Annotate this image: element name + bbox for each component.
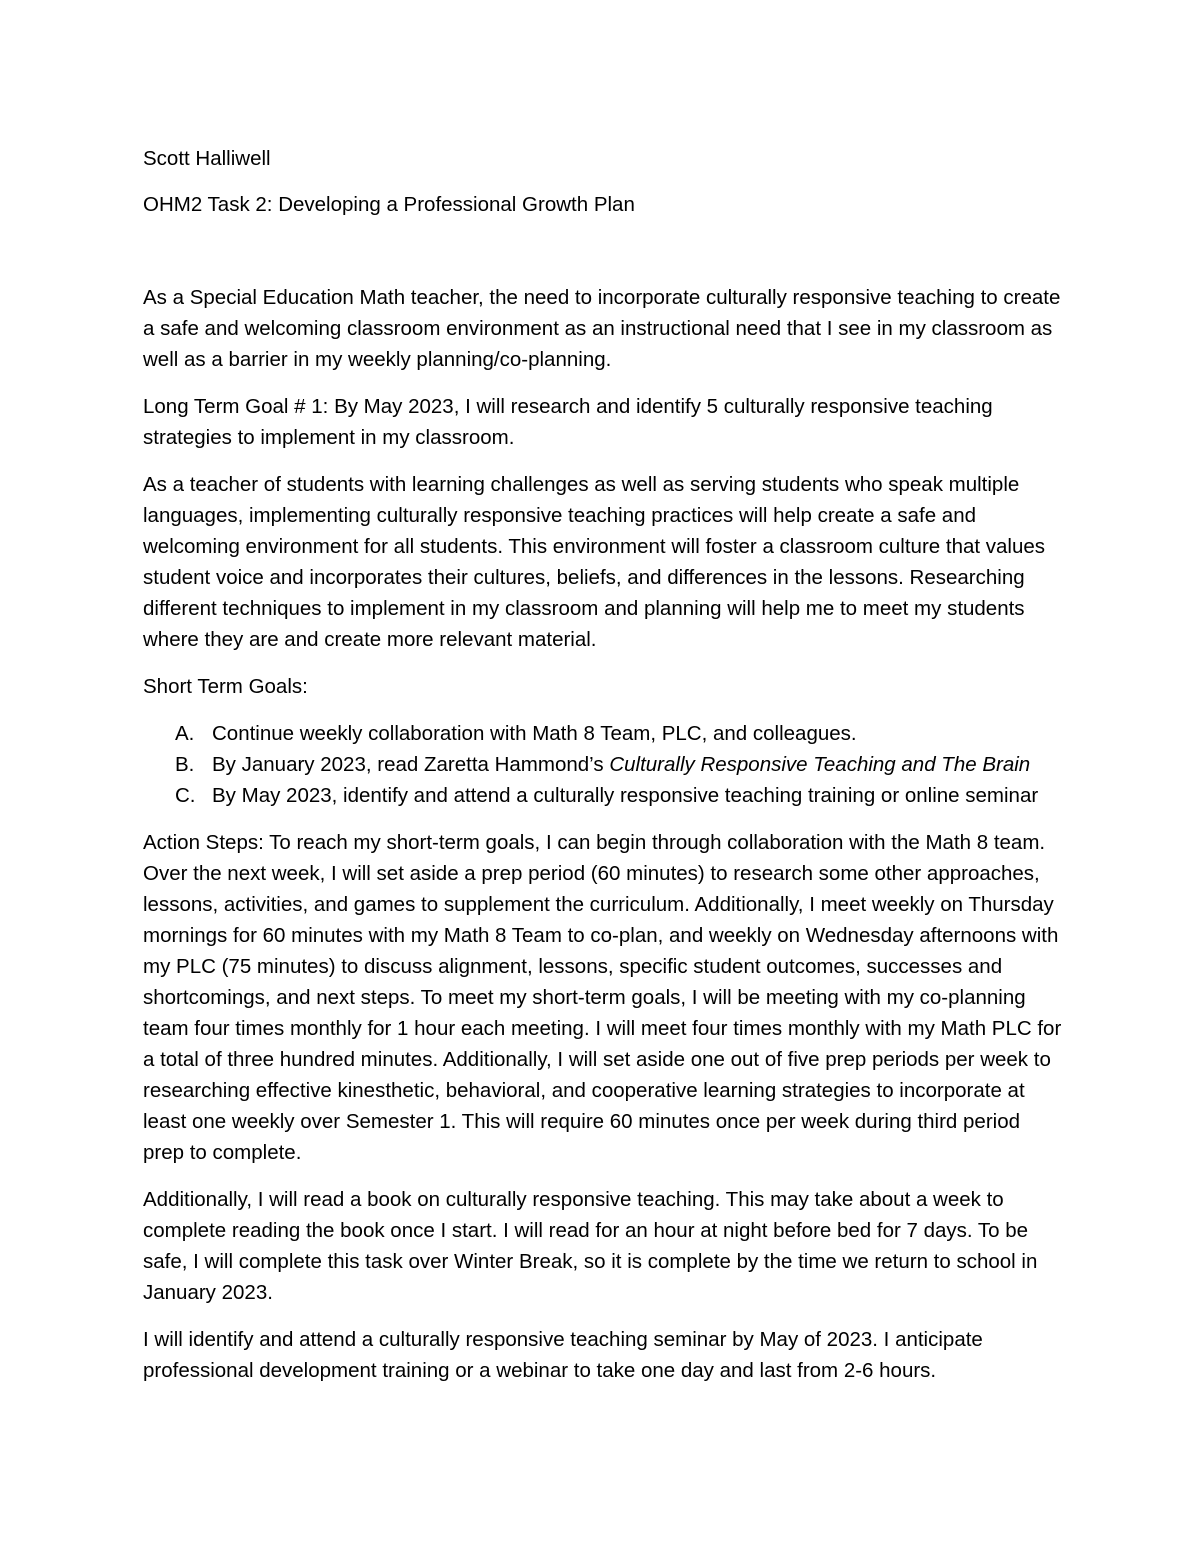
short-term-goals-list: [143, 718, 1063, 811]
document-title: OHM2 Task 2: Developing a Professional Growth Plan: [143, 193, 635, 216]
long-term-goal: Long Term Goal # 1: By May 2023, I will research and identify 5 culturally responsive teaching strategies to implement in my classroom.: [143, 395, 993, 449]
list-item: [143, 780, 1063, 811]
list-marker: C.: [175, 784, 196, 807]
seminar-plan-paragraph: I will identify and attend a culturally responsive teaching seminar by May of 2023. I anticipate professional development training or a webinar to take one day and last from 2-6 hours.: [143, 1328, 983, 1382]
reading-plan-paragraph: Additionally, I will read a book on culturally responsive teaching. This may take about a week to complete reading the book once I start. I will read for an hour at night before bed for 7 days. To be safe, I will complete this task over Winter Break, so it is complete by the time we return to school in January 2023.: [143, 1188, 1038, 1304]
document-body: [143, 143, 1063, 1402]
list-marker: B.: [175, 753, 195, 776]
list-item: [143, 749, 1063, 780]
rationale-paragraph: As a teacher of students with learning challenges as well as serving students who speak multiple languages, implementing culturally responsive teaching practices will help create a safe and welcoming environment for all students. This environment will foster a classroom culture that values student voice and incorporates their cultures, beliefs, and differences in the lessons. Researching different techniques to implement in my classroom and planning will help me to meet my students where they are and create more relevant material.: [143, 473, 1046, 651]
list-item: [143, 718, 1063, 749]
author-name: Scott Halliwell: [143, 147, 271, 170]
goal-text: Continue weekly collaboration with Math 8 Team, PLC, and colleagues.: [212, 722, 857, 745]
goal-text: By January 2023, read Zaretta Hammond’s: [212, 753, 610, 776]
goal-text: By May 2023, identify and attend a culturally responsive teaching training or online seminar: [212, 784, 1039, 807]
book-title: Culturally Responsive Teaching and The Brain: [609, 753, 1031, 776]
action-steps-paragraph: Action Steps: To reach my short-term goals, I can begin through collaboration with the Math 8 team. Over the next week, I will set aside a prep period (60 minutes) to research some other approaches, lessons, activities, and games to supplement the curriculum. Additionally, I meet weekly on Thursday mornings for 60 minutes with my Math 8 Team to co-plan, and weekly on Wednesday afternoons with my PLC (75 minutes) to discuss alignment, lessons, specific student outcomes, successes and shortcomings, and next steps. To meet my short-term goals, I will be meeting with my co-planning team four times monthly for 1 hour each meeting. I will meet four times monthly with my Math PLC for a total of three hundred minutes. Additionally, I will set aside one out of five prep periods per week to researching effective kinesthetic, behavioral, and cooperative learning strategies to incorporate at least one weekly over Semester 1. This will require 60 minutes once per week during third period prep to complete.: [143, 831, 1062, 1164]
short-term-heading: Short Term Goals:: [143, 675, 308, 698]
list-marker: A.: [175, 722, 195, 745]
intro-paragraph: As a Special Education Math teacher, the need to incorporate culturally responsive teaching to create a safe and welcoming classroom environment as an instructional need that I see in my classroom as well as a barrier in my weekly planning/co-planning.: [143, 286, 1061, 371]
